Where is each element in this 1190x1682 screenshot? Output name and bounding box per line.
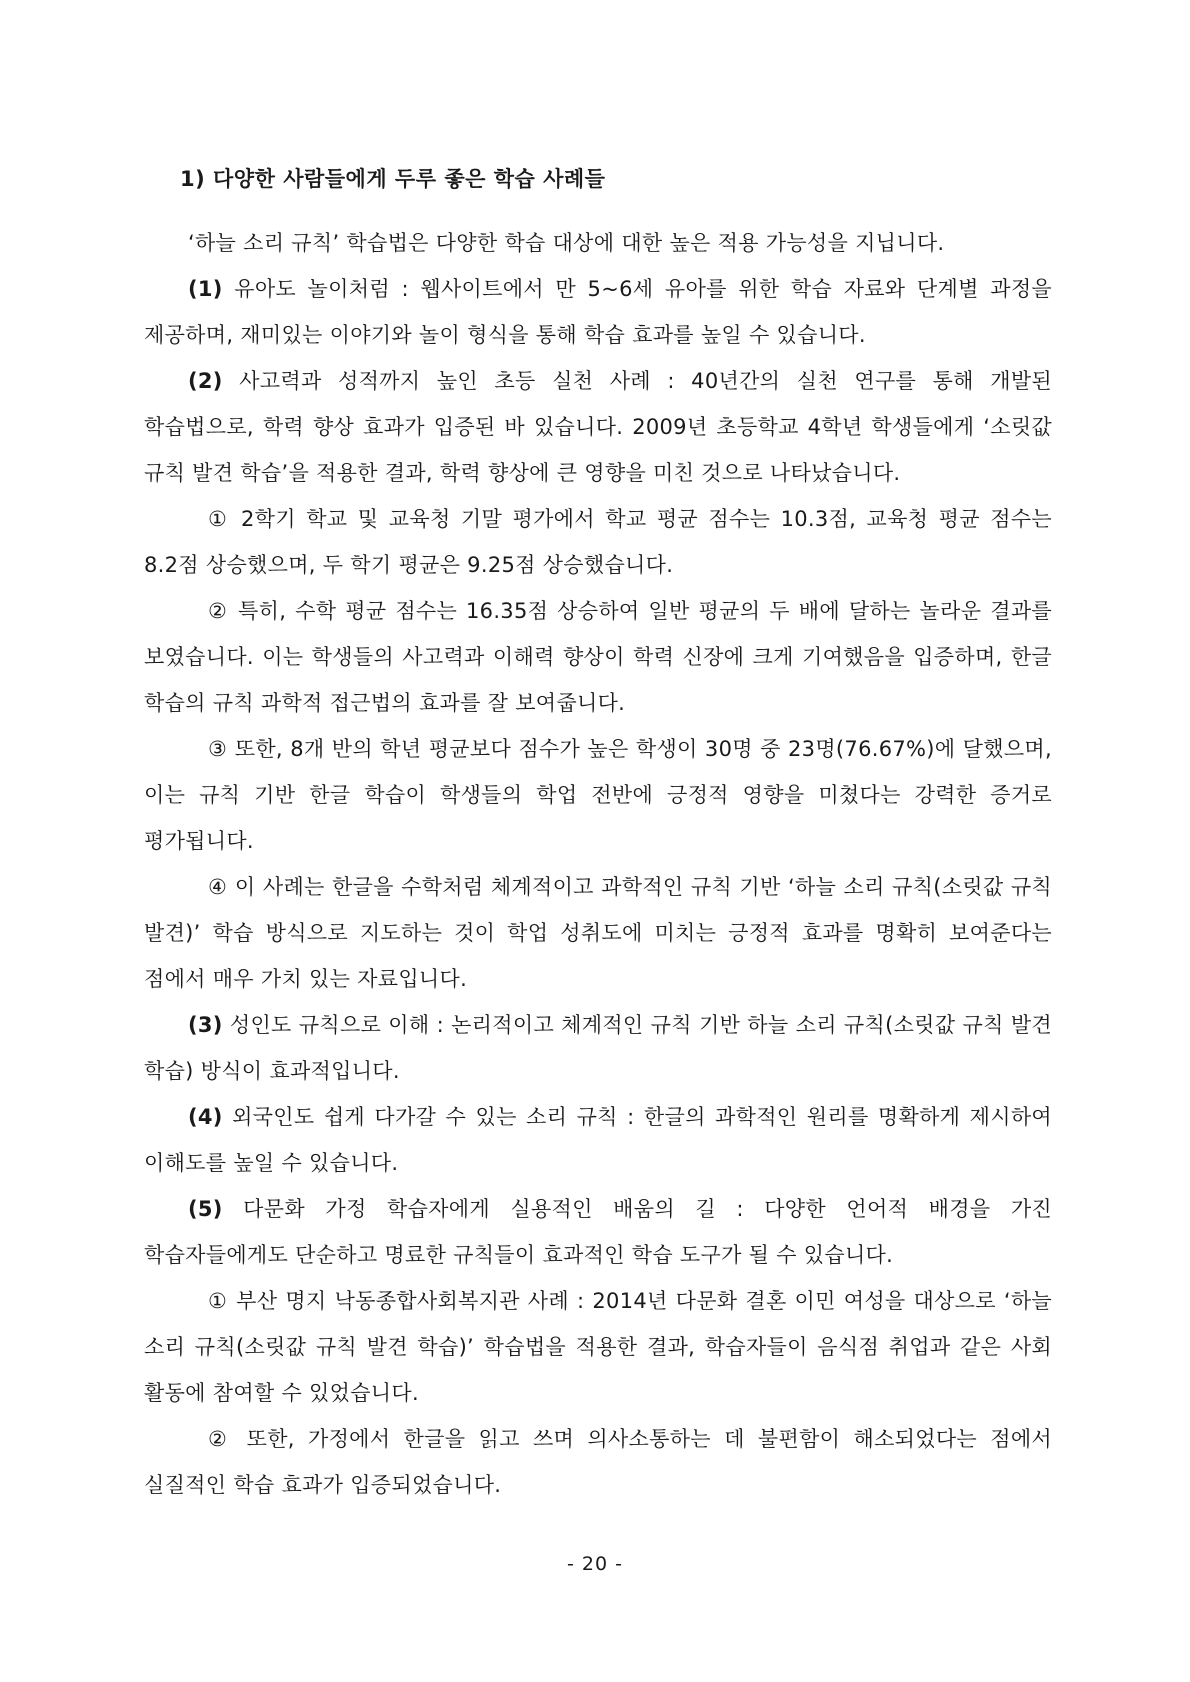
item-2-sub-4: ④ 이 사례는 한글을 수학처럼 체계적이고 과학적인 규칙 기반 ‘하늘 소리 규칙(소릿값 규칙 발견)’ 학습 방식으로 지도하는 것이 학업 성취도에 미치는 긍정적 효과를 명확히 보여준다는 점에서 매우 가치 있는 자료입니다. [144, 875, 1052, 991]
item-5-text: 다문화 가정 학습자에게 실용적인 배움의 길 : 다양한 언어적 배경을 가진 학습자들에게도 단순하고 명료한 규칙들이 효과적인 학습 도구가 될 수 있습니다. [144, 1197, 1052, 1267]
item-2-sub-3: ③ 또한, 8개 반의 학년 평균보다 점수가 높은 학생이 30명 중 23명(76.67%)에 달했으며, 이는 규칙 기반 한글 학습이 학생들의 학업 전반에 긍정적 영향을 미쳤다는 강력한 증거로 평가됩니다. [144, 737, 1052, 853]
item-3-number: (3) [188, 1013, 223, 1037]
item-1-paragraph [144, 266, 1052, 358]
intro-paragraph: ‘하늘 소리 규칙’ 학습법은 다양한 학습 대상에 대한 높은 적용 가능성을 지닙니다. [188, 231, 945, 255]
item-5-number: (5) [188, 1197, 223, 1221]
item-3-text: 성인도 규칙으로 이해 : 논리적이고 체계적인 규칙 기반 하늘 소리 규칙(소릿값 규칙 발견 학습) 방식이 효과적입니다. [144, 1013, 1052, 1083]
item-2-sub-1: ① 2학기 학교 및 교육청 기말 평가에서 학교 평균 점수는 10.3점, 교육청 평균 점수는 8.2점 상승했으며, 두 학기 평균은 9.25점 상승했습니다. [144, 507, 1052, 577]
item-5-sub-2: ② 또한, 가정에서 한글을 읽고 쓰며 의사소통하는 데 불편함이 해소되었다는 점에서 실질적인 학습 효과가 입증되었습니다. [144, 1427, 1052, 1497]
item-2-text: 사고력과 성적까지 높인 초등 실천 사례 : 40년간의 실천 연구를 통해 개발된 학습법으로, 학력 향상 효과가 입증된 바 있습니다. 2009년 초등학교 4학년 학생들에게 ‘소릿값 규칙 발견 학습’을 적용한 결과, 학력 향상에 큰 영향을 미친 것으로 나타났습니다. [144, 369, 1052, 485]
item-5-paragraph [144, 1186, 1052, 1278]
item-2-sub-2: ② 특히, 수학 평균 점수는 16.35점 상승하여 일반 평균의 두 배에 달하는 놀라운 결과를 보였습니다. 이는 학생들의 사고력과 이해력 향상이 학력 신장에 크게 기여했음을 입증하며, 한글 학습의 규칙 과학적 접근법의 효과를 잘 보여줍니다. [144, 599, 1052, 715]
item-5-sub-1: ① 부산 명지 낙동종합사회복지관 사례 : 2014년 다문화 결혼 이민 여성을 대상으로 ‘하늘 소리 규칙(소릿값 규칙 발견 학습)’ 학습법을 적용한 결과, 학습자들이 음식점 취업과 같은 사회 활동에 참여할 수 있었습니다. [144, 1289, 1052, 1405]
page-number: - 20 - [567, 1553, 623, 1575]
item-4-text: 외국인도 쉽게 다가갈 수 있는 소리 규칙 : 한글의 과학적인 원리를 명확하게 제시하여 이해도를 높일 수 있습니다. [144, 1105, 1052, 1175]
item-3-paragraph [144, 1002, 1052, 1094]
item-1-number: (1) [188, 277, 223, 301]
item-4-paragraph [144, 1094, 1052, 1186]
item-2-paragraph [144, 358, 1052, 496]
page-body [144, 162, 1052, 1508]
section-heading: 1) 다양한 사람들에게 두루 좋은 학습 사례들 [180, 167, 606, 191]
item-4-number: (4) [188, 1105, 223, 1129]
item-2-number: (2) [188, 369, 223, 393]
item-1-text: 유아도 놀이처럼 : 웹사이트에서 만 5~6세 유아를 위한 학습 자료와 단계별 과정을 제공하며, 재미있는 이야기와 놀이 형식을 통해 학습 효과를 높일 수 있습니다. [144, 277, 1052, 347]
